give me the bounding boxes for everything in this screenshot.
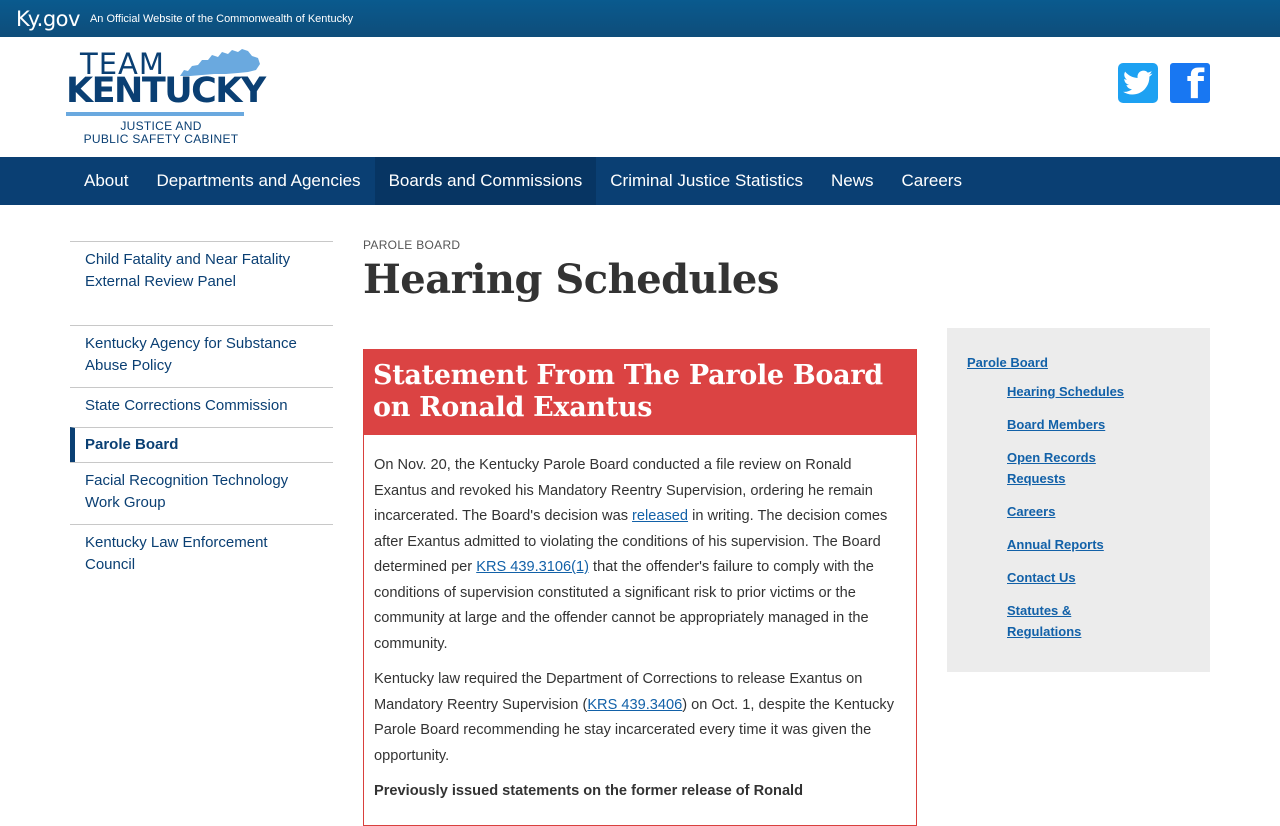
statement-paragraph-2 bbox=[374, 667, 906, 769]
site-header bbox=[0, 37, 1280, 157]
main-nav bbox=[0, 157, 1280, 205]
p2-text-b: ) on Oct. 1, despite the Kentucky Parole Board recommending he stay incarcerated every time it was given the opportunity. bbox=[374, 696, 894, 764]
related-careers-link[interactable]: Careers bbox=[1007, 504, 1056, 519]
nav-departments-and-agencies[interactable]: Departments and Agencies bbox=[156, 171, 361, 190]
released-link[interactable]: released bbox=[632, 508, 689, 524]
sidebar-item-facial-recognition[interactable]: Facial Recognition Technology Work Group bbox=[70, 462, 333, 524]
logo-divider bbox=[66, 112, 244, 116]
main-content bbox=[363, 238, 917, 826]
sidebar-item-parole-board[interactable]: Parole Board bbox=[70, 427, 333, 462]
logo-cabinet-line1: JUSTICE AND bbox=[120, 119, 202, 133]
nav-about[interactable]: About bbox=[84, 171, 129, 190]
statement-card bbox=[363, 349, 917, 826]
krs-439-3406-link[interactable]: KRS 439.3406 bbox=[587, 696, 683, 713]
p1-text-a: On Nov. 20, the Kentucky Parole Board conducted a file review on Ronald Exantus and revoked his Mandatory Reentry Supervision, ordering he remain incarcerated. The Board's decision was bbox=[374, 457, 873, 524]
related-annual-reports-link[interactable]: Annual Reports bbox=[1007, 537, 1104, 552]
nav-criminal-justice-statistics[interactable]: Criminal Justice Statistics bbox=[610, 171, 803, 190]
sidebar-item-law-enforcement-council[interactable]: Kentucky Law Enforcement Council bbox=[70, 524, 333, 586]
nav-careers[interactable]: Careers bbox=[901, 171, 962, 190]
p2-text-a: Kentucky law required the Department of Corrections to release Exantus on Mandatory Reentry Supervision ( bbox=[374, 671, 863, 713]
official-topbar bbox=[0, 0, 1280, 37]
sidebar-item-state-corrections-commission[interactable]: State Corrections Commission bbox=[70, 387, 333, 427]
breadcrumb-eyebrow: PAROLE BOARD bbox=[363, 238, 461, 252]
statement-paragraph-3: Previously issued statements on the former release of Ronald bbox=[374, 783, 804, 799]
sidebar-gap bbox=[70, 303, 333, 325]
kygov-link[interactable]: Ky.gov bbox=[16, 6, 80, 31]
left-sidebar-nav bbox=[70, 241, 333, 586]
logo-cabinet-line2: PUBLIC SAFETY CABINET bbox=[83, 132, 239, 146]
logo-team-text: TEAM bbox=[80, 47, 165, 81]
sidebar-item-child-fatality-panel[interactable]: Child Fatality and Near Fatality External Review Panel bbox=[70, 241, 333, 303]
nav-boards-and-commissions[interactable]: Boards and Commissions bbox=[375, 157, 597, 205]
related-hearing-schedules-link[interactable]: Hearing Schedules bbox=[1007, 384, 1125, 399]
related-sublinks bbox=[1007, 381, 1190, 642]
related-parole-board-link[interactable]: Parole Board bbox=[967, 355, 1048, 370]
p1-text-b: in writing. The decision comes after Exantus admitted to violating the conditions of his supervision. The Board determined per bbox=[374, 508, 888, 575]
statement-paragraph-1 bbox=[374, 453, 906, 657]
logo-kentucky-text: KENTUCKY bbox=[66, 71, 265, 111]
facebook-icon: f bbox=[1186, 63, 1204, 103]
twitter-icon bbox=[1123, 70, 1153, 96]
p1-text-c: that the offender's failure to comply with the conditions of supervision constituted a significant risk to prior victims or the community at large and the offender cannot be appropriately managed in the community. bbox=[374, 559, 874, 652]
statement-heading: Statement From The Parole Board on Ronald Exantus bbox=[364, 349, 916, 435]
nav-news[interactable]: News bbox=[830, 171, 874, 190]
team-kentucky-logo[interactable] bbox=[66, 47, 266, 155]
facebook-button[interactable] bbox=[1170, 63, 1210, 103]
official-notice: An Official Website of the Commonwealth of Kentucky bbox=[89, 12, 354, 25]
related-board-members-link[interactable]: Board Members bbox=[1007, 417, 1106, 432]
krs-439-3106-link[interactable]: KRS 439.3106(1) bbox=[476, 559, 589, 575]
twitter-button[interactable] bbox=[1118, 63, 1158, 103]
page-title: Hearing Schedules bbox=[363, 256, 779, 303]
sidebar-item-kasap[interactable]: Kentucky Agency for Substance Abuse Policy bbox=[70, 325, 333, 387]
related-statutes-link[interactable]: Statutes & Regulations bbox=[1007, 603, 1082, 639]
related-contact-us-link[interactable]: Contact Us bbox=[1007, 570, 1076, 585]
statement-body bbox=[364, 435, 916, 825]
related-open-records-link[interactable]: Open Records Requests bbox=[1007, 450, 1096, 486]
related-links-box bbox=[947, 328, 1210, 672]
